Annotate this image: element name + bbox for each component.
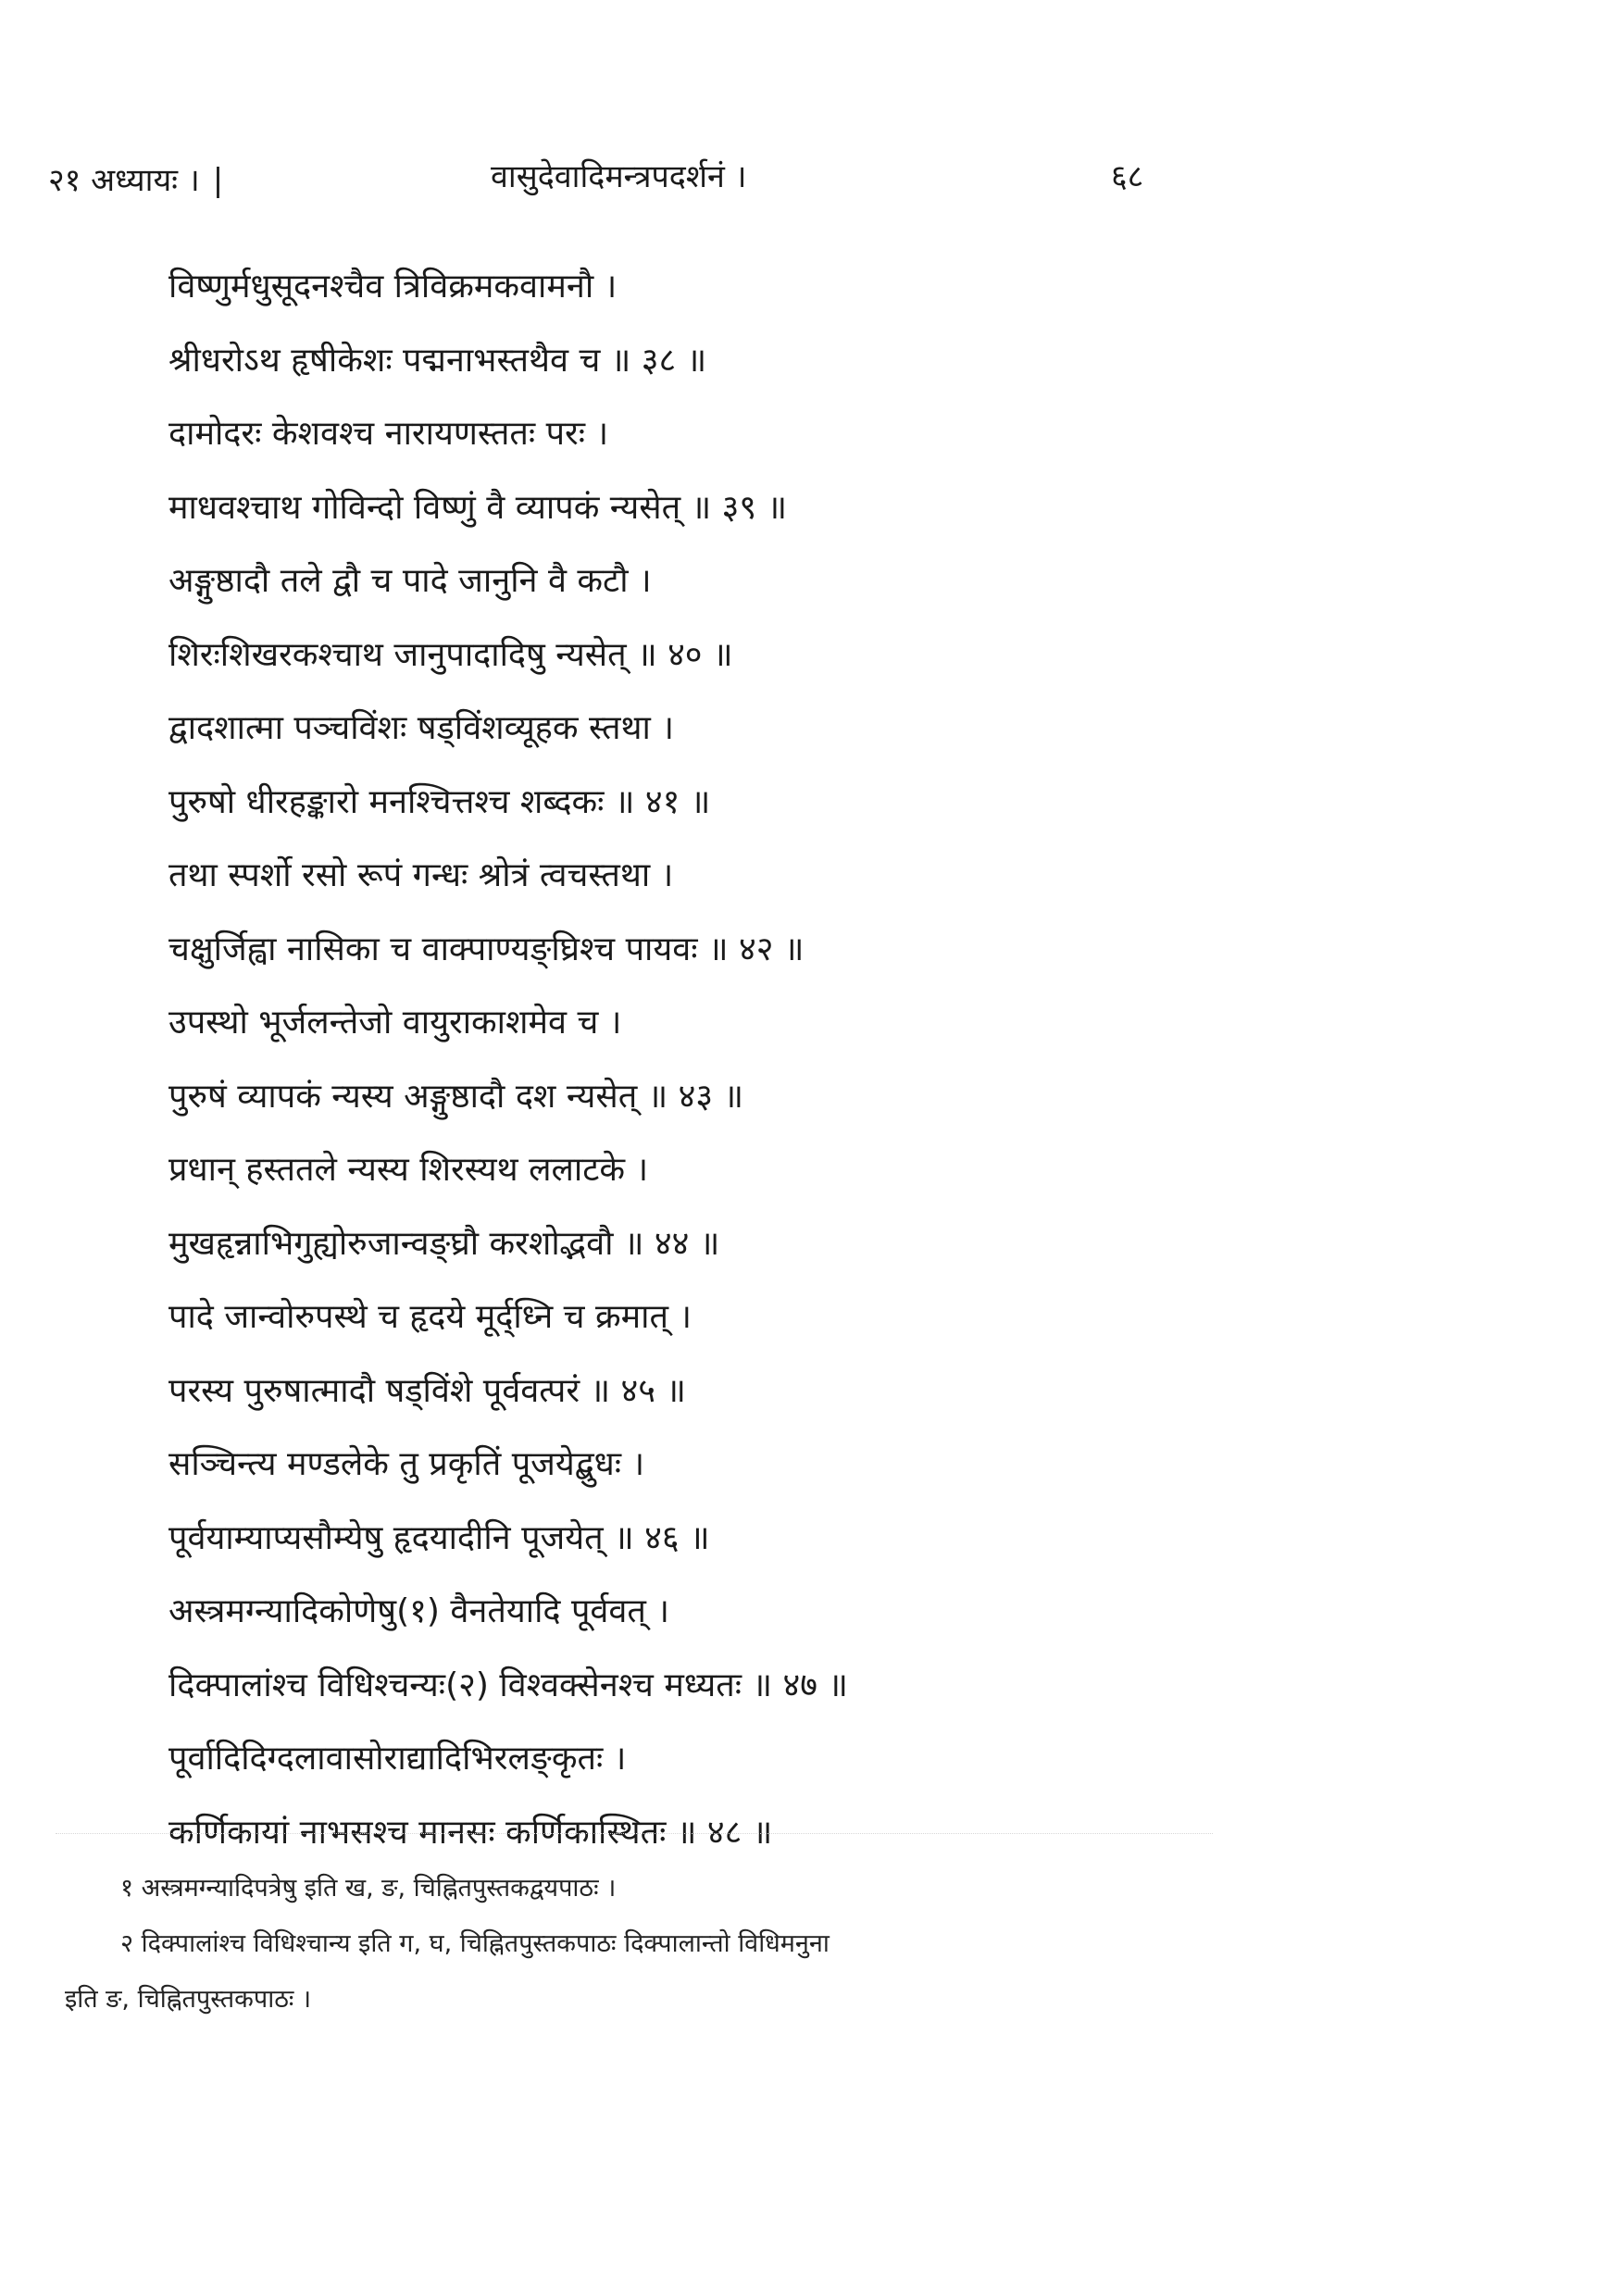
chapter-heading (48, 157, 223, 200)
verse-line: तथा स्पर्शो रसो रूपं गन्धः श्रोत्रं त्वचस्तथा । (168, 856, 674, 894)
chapter-number: २१ अध्यायः । (48, 162, 200, 199)
page-number: ६८ (1111, 158, 1144, 195)
footnote-2: २ दिक्पालांश्च विधिश्चान्य इति ग, घ, चिह्नितपुस्तकपाठः दिक्पालान्तो विधिमनुना (120, 1929, 830, 1958)
running-title: वासुदेवादिमन्त्रपदर्शनं । (491, 158, 747, 195)
verse-line: अङ्गुष्ठादौ तले द्वौ च पादे जानुनि वै कटौ । (168, 562, 652, 600)
verse-line: पादे जान्वोरुपस्थे च हृदये मूर्द्ध्नि च क्रमात् । (168, 1298, 692, 1336)
verse-line: मुखहृन्नाभिगुह्योरुजान्वङ्घ्रौ करशोद्भवौ ॥ ४४ ॥ (168, 1224, 720, 1263)
verse-line: दिक्पालांश्च विधिश्चन्यः(२) विश्वक्सेनश्च मध्यतः ॥ ४७ ॥ (168, 1666, 848, 1704)
verse-line: चक्षुर्जिह्वा नासिका च वाक्पाण्यङ्घ्रिश्च पायवः ॥ ४२ ॥ (168, 930, 805, 968)
footnote-1: १ अस्त्रमग्न्यादिपत्रेषु इति ख, ङ, चिह्नितपुस्तकद्वयपाठः । (120, 1874, 617, 1903)
page-header (0, 148, 1622, 204)
verse-block (168, 250, 1465, 1869)
verse-line: उपस्थो भूर्जलन्तेजो वायुराकाशमेव च । (168, 1004, 622, 1042)
verse-line: कर्णिकायां नाभसश्च मानसः कर्णिकास्थितः ॥ ४८ ॥ (168, 1813, 773, 1852)
verse-line: अस्त्रमग्न्यादिकोणेषु(१) वैनतेयादि पूर्ववत् । (168, 1592, 670, 1630)
verse-line: परस्य पुरुषात्मादौ षड्विंशे पूर्ववत्परं ॥ ४५ ॥ (168, 1371, 686, 1410)
footnote-separator (56, 1833, 1213, 1834)
verse-line: प्रधान् हस्ततले न्यस्य शिरस्यथ ललाटके । (168, 1151, 649, 1189)
verse-line: दामोदरः केशवश्च नारायणस्ततः परः । (168, 415, 609, 453)
footnote-2-continuation: इति ङ, चिह्नितपुस्तकपाठः । (65, 1985, 312, 2014)
footnotes (65, 1861, 1565, 2028)
verse-line: विष्णुर्मधुसूदनश्चैव त्रिविक्रमकवामनौ । (168, 268, 618, 306)
verse-line: पूर्वादिदिग्दलावासोराद्यादिभिरलङ्कृतः । (168, 1740, 627, 1778)
verse-line: पुरुषं व्यापकं न्यस्य अङ्गुष्ठादौ दश न्यसेत् ॥ ४३ ॥ (168, 1077, 744, 1116)
verse-line: द्वादशात्मा पञ्चविंशः षड्विंशव्यूहक स्तथा । (168, 709, 674, 747)
header-divider: | (212, 162, 224, 199)
verse-line: पुरुषो धीरहङ्कारो मनश्चित्तश्च शब्दकः ॥ ४१ ॥ (168, 782, 711, 821)
verse-line: माधवश्चाथ गोविन्दो विष्णुं वै व्यापकं न्यसेत् ॥ ३९ ॥ (168, 488, 788, 527)
verse-line: पूर्वयाम्याप्यसौम्येषु हृदयादीनि पूजयेत् ॥ ४६ ॥ (168, 1518, 710, 1557)
verse-line: सञ्चिन्त्य मण्डलेके तु प्रकृतिं पूजयेद्बुधः । (168, 1445, 645, 1483)
verse-line: श्रीधरोऽथ हृषीकेशः पद्मनाभस्तथैव च ॥ ३८ ॥ (168, 341, 707, 380)
verse-line: शिरःशिखरकश्चाथ जानुपादादिषु न्यसेत् ॥ ४० ॥ (168, 635, 733, 674)
